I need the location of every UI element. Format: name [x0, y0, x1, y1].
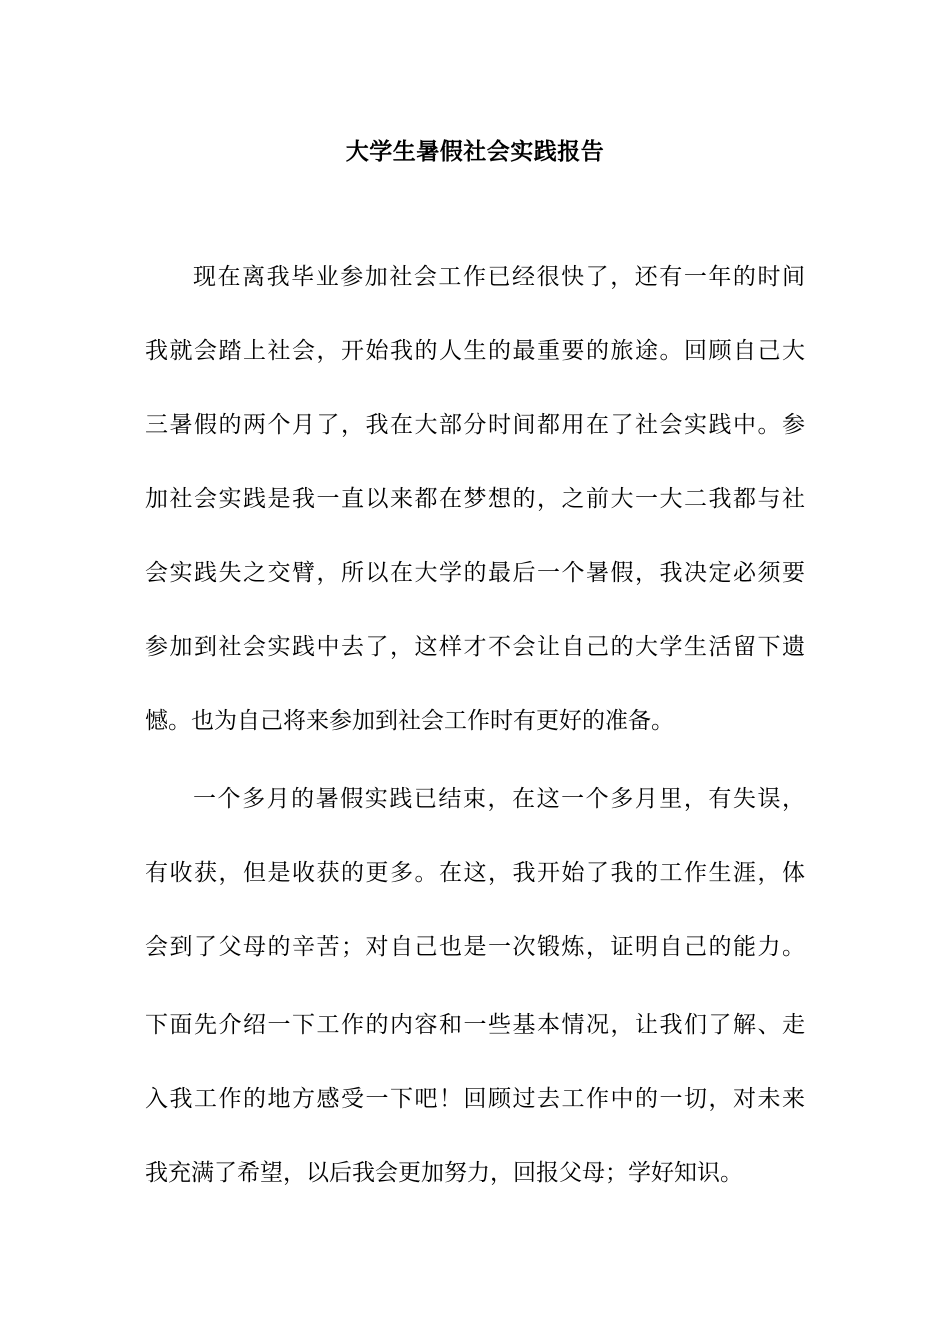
- paragraph-1-line-1: 现在离我毕业参加社会工作已经很快了，还有一年的时间: [193, 264, 805, 290]
- document-title: 大学生暑假社会实践报告: [345, 138, 605, 165]
- paragraph-2-line-1: 一个多月的暑假实践已结束，在这一个多月里，有失误，: [193, 786, 805, 812]
- paragraph-2-line-5: 入我工作的地方感受一下吧！回顾过去工作中的一切，对未来: [145, 1086, 805, 1112]
- paragraph-2-line-2: 有收获，但是收获的更多。在这，我开始了我的工作生涯，体: [145, 860, 805, 886]
- paragraph-2-line-3: 会到了父母的辛苦；对自己也是一次锻炼，证明自己的能力。: [145, 934, 805, 960]
- paragraph-1-line-4: 加社会实践是我一直以来都在梦想的，之前大一大二我都与社: [145, 486, 805, 512]
- paragraph-2-line-4: 下面先介绍一下工作的内容和一些基本情况，让我们了解、走: [145, 1012, 805, 1038]
- paragraph-1-line-2: 我就会踏上社会，开始我的人生的最重要的旅途。回顾自己大: [145, 338, 805, 364]
- paragraph-1-line-5: 会实践失之交臂，所以在大学的最后一个暑假，我决定必须要: [145, 560, 805, 586]
- paragraph-1-line-3: 三暑假的两个月了，我在大部分时间都用在了社会实践中。参: [145, 412, 805, 438]
- paragraph-1-line-7: 憾。也为自己将来参加到社会工作时有更好的准备。: [145, 708, 674, 734]
- paragraph-1-line-6: 参加到社会实践中去了，这样才不会让自己的大学生活留下遗: [145, 634, 805, 660]
- paragraph-2-line-6: 我充满了希望，以后我会更加努力，回报父母；学好知识。: [145, 1160, 743, 1186]
